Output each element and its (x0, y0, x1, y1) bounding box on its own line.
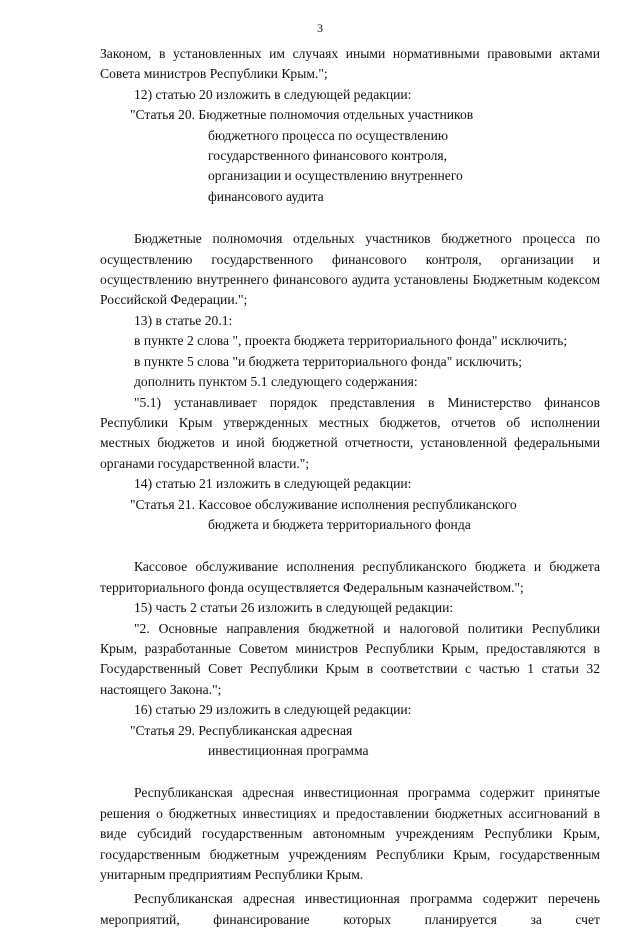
article-20-heading (100, 105, 600, 207)
amendment-item-13: 13) в статье 20.1: (134, 312, 233, 328)
heading-line: бюджетного процесса по осуществлению (208, 127, 449, 143)
article-29-heading (100, 721, 600, 762)
article-21-heading (100, 495, 600, 536)
paragraph: "2. Основные направления бюджетной и налоговой политики Республики Крым, разработанные Советом министров Республики Крым, предоставляются в Государственный Совет Республики Крым в соответствии с частью 1 статьи 32 настоящего Закона."; (100, 620, 600, 697)
amendment-item-15: 15) часть 2 статьи 26 изложить в следующей редакции: (134, 600, 454, 616)
heading-line: "Статья 21. Кассовое обслуживание исполнения республиканского (130, 496, 517, 512)
heading-line: инвестиционная программа (208, 743, 369, 758)
amendment-item-12: 12) статью 20 изложить в следующей редакции: (134, 86, 412, 102)
heading-line: бюджета и бюджета территориального фонда (208, 516, 471, 532)
document-body (100, 44, 600, 930)
heading-line: "Статья 20. Бюджетные полномочия отдельных участников (130, 107, 474, 123)
paragraph: в пункте 2 слова ", проекта бюджета территориального фонда" исключить; (134, 333, 568, 349)
page-number: 3 (317, 21, 323, 35)
paragraph: в пункте 5 слова "и бюджета территориального фонда" исключить; (134, 353, 522, 369)
paragraph: Кассовое обслуживание исполнения республиканского бюджета и бюджета территориального фонда осуществляется Федеральным казначейством."; (100, 559, 600, 595)
heading-line: финансового аудита (208, 188, 324, 204)
heading-line: государственного финансового контроля, (208, 148, 448, 164)
paragraph: Республиканская адресная инвестиционная программа содержит перечень мероприятий, финансирование которых планируется за счет (100, 891, 600, 927)
paragraph: Республиканская адресная инвестиционная программа содержит принятые решения о бюджетных инвестициях и предоставлении бюджетных ассигнований в виде субсидий государственным автономным учреждениям Республики Крым, государственным бюджетным учреждениям Республики Крым, государственным унитарным предприятиям Республики Крым. (100, 785, 600, 883)
paragraph: "5.1) устанавливает порядок представления в Министерство финансов Республики Крым утвержденных местных бюджетов, отчетов об исполнении местных бюджетов и иной бюджетной отчетности, установленной федеральными органами государственной власти."; (100, 394, 600, 471)
paragraph: дополнить пунктом 5.1 следующего содержания: (134, 374, 418, 390)
amendment-item-14: 14) статью 21 изложить в следующей редакции: (134, 476, 412, 492)
paragraph: Законом, в установленных им случаях иными нормативными правовыми актами Совета министров Республики Крым."; (100, 46, 600, 82)
heading-line: "Статья 29. Республиканская адресная (130, 722, 353, 738)
amendment-item-16: 16) статью 29 изложить в следующей редакции: (134, 702, 412, 718)
heading-line: организации и осуществлению внутреннего (208, 168, 463, 184)
paragraph: Бюджетные полномочия отдельных участников бюджетного процесса по осуществлению государственного финансового контроля, организации и осуществлению внутреннего финансового аудита установлены Бюджетным кодексом Российской Федерации."; (100, 231, 600, 308)
